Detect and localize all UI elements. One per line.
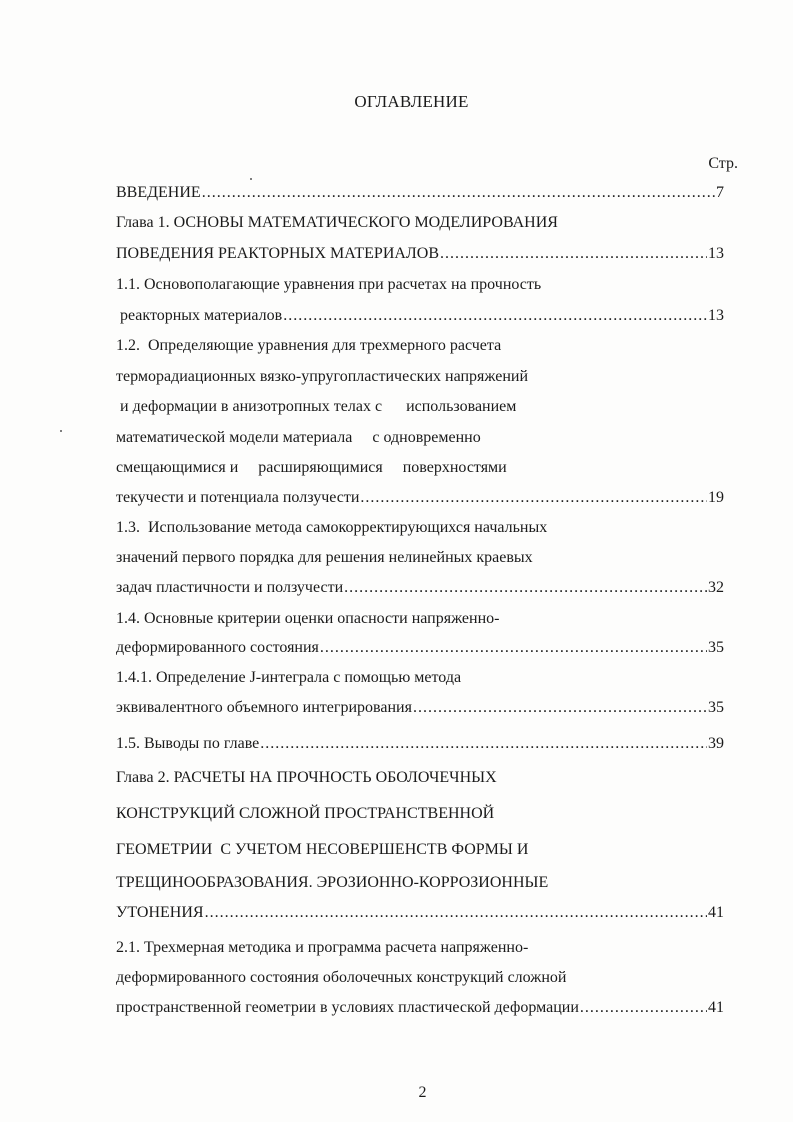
toc-entry-1-1[interactable] [116,306,724,326]
toc-line: Глава 2. РАСЧЕТЫ НА ПРОЧНОСТЬ ОБОЛОЧЕЧНЫХ [116,769,497,786]
toc-entry-1-3[interactable] [116,578,724,598]
toc-line: и деформации в анизотропных телах с использованием [116,398,517,415]
toc-entry-text: реакторных материалов [116,307,283,324]
toc-entry-chapter-1[interactable] [116,244,724,264]
toc-entry-1-5[interactable] [116,734,724,754]
toc-entry-page: 13 [708,307,724,324]
toc-entry-page: 39 [708,735,724,752]
leader-dots [413,698,707,718]
leader-dots [283,306,707,326]
toc-entry-text: задач пластичности и ползучести [116,579,344,596]
leader-dots [344,578,707,598]
page-number: 2 [418,1084,427,1101]
toc-entry-page: 41 [708,999,724,1016]
toc-entry-text: пространственной геометрии в условиях пластической деформации [116,999,579,1016]
toc-line: ТРЕЩИНООБРАЗОВАНИЯ. ЭРОЗИОННО-КОРРОЗИОННЫЕ [116,874,549,891]
toc-entry-page: 41 [708,904,724,921]
toc-line: Глава 1. ОСНОВЫ МАТЕМАТИЧЕСКОГО МОДЕЛИРОВАНИЯ [116,214,558,231]
toc-line: 1.4.1. Определение J-интеграла с помощью метода [116,669,462,686]
leader-dots [260,734,707,754]
toc-line: 1.1. Основополагающие уравнения при расчетах на прочность [116,276,542,293]
toc-entry-page: 7 [716,184,724,201]
toc-entry-page: 35 [708,639,724,656]
toc-entry-text: УТОНЕНИЯ [116,904,204,921]
toc-entry-chapter-2[interactable] [116,903,724,923]
toc-entry-text: ВВЕДЕНИЕ [116,184,201,201]
leader-dots [202,183,715,203]
leader-dots [580,998,707,1018]
toc-entry-text: эквивалентного объемного интегрирования [116,699,412,716]
toc-line: ГЕОМЕТРИИ С УЧЕТОМ НЕСОВЕРШЕНСТВ ФОРМЫ И [116,841,529,858]
scan-speck [250,178,252,180]
toc-entry-text: ПОВЕДЕНИЯ РЕАКТОРНЫХ МАТЕРИАЛОВ [116,245,440,262]
toc-line: терморадиационных вязко-упругопластических напряжений [116,368,529,385]
toc-line: 1.2. Определяющие уравнения для трехмерного расчета [116,337,502,354]
toc-line: математической модели материала с одновременно [116,429,481,446]
page-column-header: Стр. [708,155,738,172]
leader-dots [205,903,707,923]
page-title: ОГЛАВЛЕНИЕ [354,92,469,111]
toc-entry-1-2[interactable] [116,488,724,508]
toc-entry-introduction[interactable] [116,183,724,203]
leader-dots [360,488,707,508]
scan-speck [60,430,62,432]
toc-entry-page: 19 [708,489,724,506]
toc-entry-text: деформированного состояния [116,639,319,656]
toc-entry-1-4-1[interactable] [116,698,724,718]
toc-entry-2-1[interactable] [116,998,724,1018]
leader-dots [320,638,707,658]
toc-entry-text: текучести и потенциала ползучести [116,489,360,506]
toc-line: значений первого порядка для решения нелинейных краевых [116,549,533,566]
leader-dots [440,244,707,264]
toc-line: деформированного состояния оболочечных конструкций сложной [116,969,567,986]
toc-line: 1.4. Основные критерии оценки опасности напряженно- [116,610,500,627]
toc-line: 2.1. Трехмерная методика и программа расчета напряженно- [116,939,529,956]
toc-entry-page: 35 [708,699,724,716]
toc-entry-page: 32 [708,579,724,596]
toc-line: 1.3. Использование метода самокорректирующихся начальных [116,519,548,536]
toc-line: смещающимися и расширяющимися поверхностями [116,459,507,476]
toc-line: КОНСТРУКЦИЙ СЛОЖНОЙ ПРОСТРАНСТВЕННОЙ [116,805,495,822]
toc-entry-1-4[interactable] [116,638,724,658]
toc-entry-text: 1.5. Выводы по главе [116,735,260,752]
toc-entry-page: 13 [708,245,724,262]
